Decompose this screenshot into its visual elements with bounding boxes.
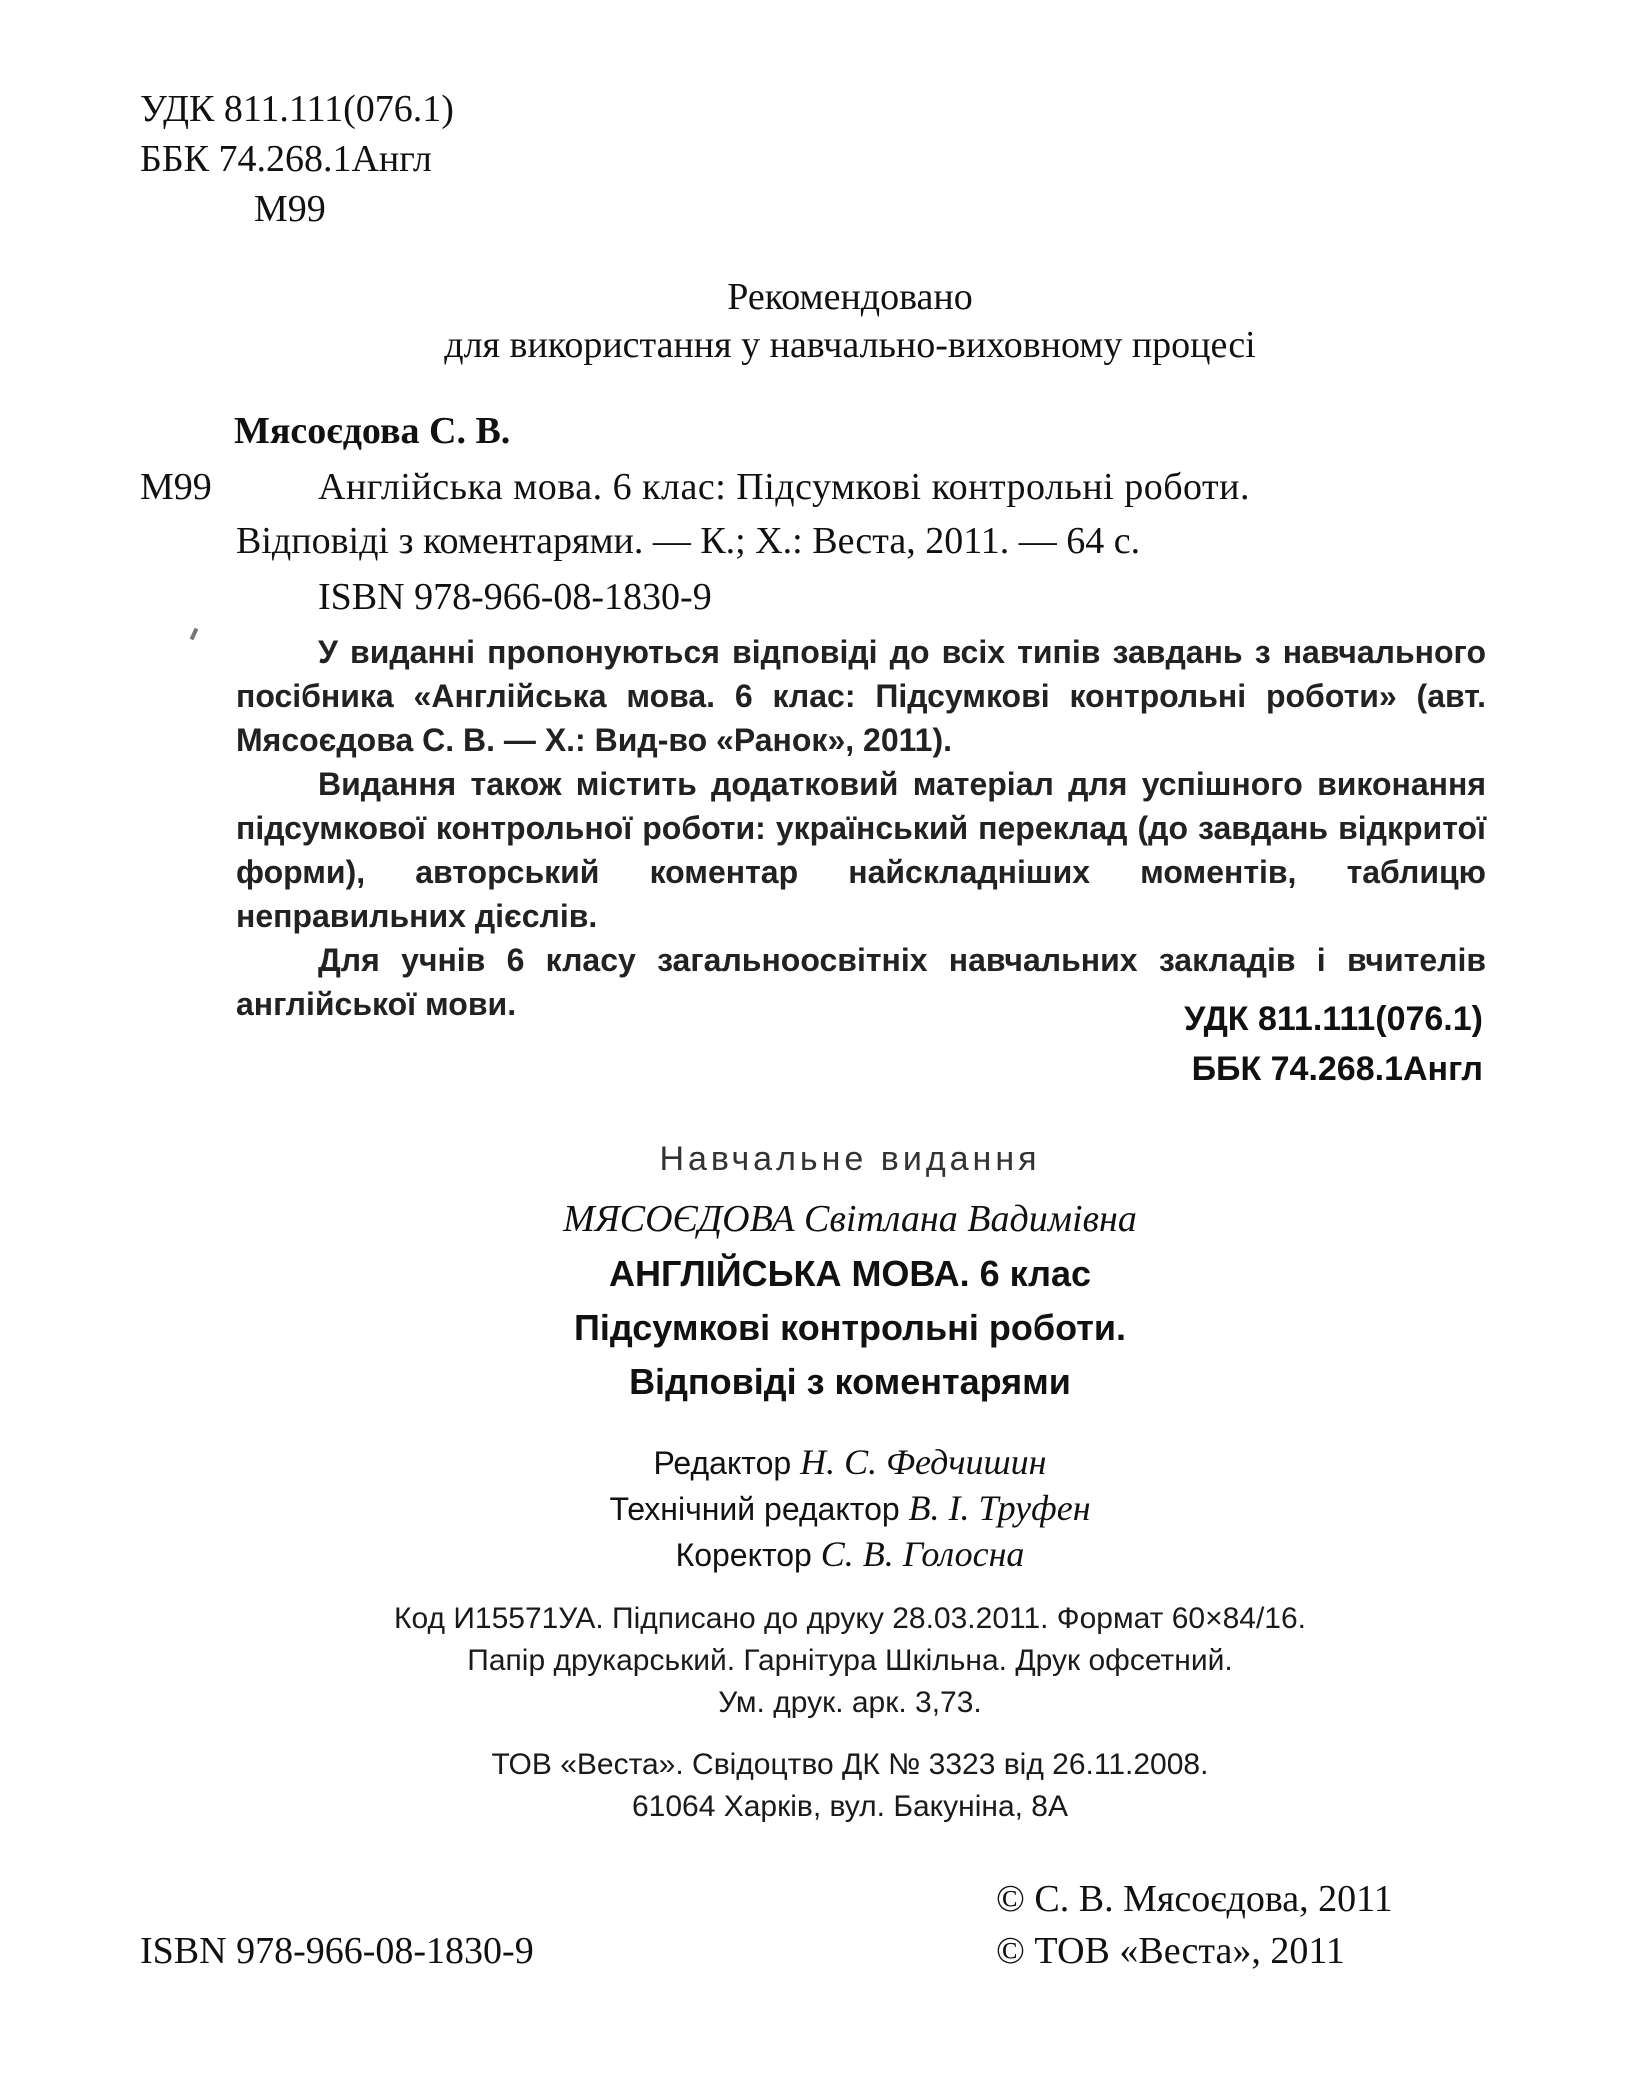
publisher-line-2: 61064 Харків, вул. Бакуніна, 8А — [631, 1790, 1068, 1823]
author-surname: МЯСОЄДОВА — [563, 1198, 795, 1240]
bbk-code: ББК 74.268.1Англ — [140, 138, 432, 180]
abstract-paragraph-1: У виданні пропонуються відповіді до всіх типів завдань з навчального посібника «Англійська мова. 6 клас: Підсумкові контрольні роботи» (авт. Мясоєдова С. В. — Х.: Вид-во «Ранок», 2011). — [236, 634, 1486, 758]
bibliographic-isbn: ISBN 978-966-08-1830-9 — [318, 576, 712, 618]
publisher-line-1: ТОВ «Веста». Свідоцтво ДК № 3323 від 26.11.2008. — [491, 1748, 1209, 1781]
tech-editor-name: В. І. Труфен — [908, 1488, 1091, 1528]
credit-proofreader — [300, 1534, 1400, 1575]
bibliographic-title-line-1: Англійська мова. 6 клас: Підсумкові контрольні роботи. — [318, 466, 1250, 508]
credit-editor — [300, 1442, 1400, 1483]
book-title-line-2: Підсумкові контрольні роботи. — [574, 1307, 1126, 1348]
recommendation-line-2: для використання у навчально-виховному процесі — [444, 324, 1256, 366]
udk-code: УДК 811.111(076.1) — [140, 88, 454, 130]
author-sign: М99 — [254, 188, 326, 230]
udk-code-bottom: УДК 811.111(076.1) — [1184, 1000, 1483, 1038]
copyright-author: © С. В. Мясоєдова, 2011 — [996, 1878, 1393, 1920]
book-title-line-3: Відповіді з коментарями — [629, 1361, 1071, 1402]
edition-type: Навчальне видання — [659, 1140, 1041, 1178]
editor-label: Редактор — [653, 1445, 792, 1481]
credit-tech-editor — [300, 1488, 1400, 1529]
imprint-line-1: Код И15571УА. Підписано до друку 28.03.2011. Формат 60×84/16. — [393, 1602, 1307, 1635]
copyright-publisher: © ТОВ «Веста», 2011 — [996, 1930, 1345, 1972]
bibliographic-code: М99 — [140, 466, 212, 508]
imprint-line-2: Папір друкарський. Гарнітура Шкільна. Друк офсетний. — [467, 1644, 1233, 1677]
tech-editor-label: Технічний редактор — [609, 1491, 900, 1527]
editor-name: Н. С. Федчишин — [800, 1442, 1047, 1482]
scan-speck — [190, 628, 199, 641]
recommendation-line-1: Рекомендовано — [727, 276, 973, 318]
proofreader-name: С. В. Голосна — [820, 1534, 1025, 1574]
bibliographic-title-line-2: Відповіді з коментарями. — К.; Х.: Веста, 2011. — 64 с. — [236, 520, 1141, 562]
imprint-line-3: Ум. друк. арк. 3,73. — [718, 1686, 982, 1719]
abstract-paragraph-3: Для учнів 6 класу загальноосвітніх навчальних закладів і вчителів англійської мови. — [236, 942, 1486, 1022]
abstract — [236, 630, 1486, 1026]
author-given-names: Світлана Вадимівна — [804, 1198, 1137, 1240]
bbk-code-bottom: ББК 74.268.1Англ — [1191, 1050, 1483, 1088]
bibliographic-author: Мясоєдова С. В. — [234, 410, 511, 452]
book-title-line-1: АНГЛІЙСЬКА МОВА. 6 клас — [608, 1253, 1092, 1294]
proofreader-label: Коректор — [675, 1537, 812, 1573]
abstract-paragraph-2: Видання також містить додатковий матеріал для успішного виконання підсумкової контрольної роботи: український переклад (до завдань відкритої форми), авторський коментар найскладніших моментів, таблицю неправильних дієслів. — [236, 766, 1486, 934]
author-full-name — [300, 1196, 1400, 1242]
isbn-footer: ISBN 978-966-08-1830-9 — [140, 1930, 534, 1972]
